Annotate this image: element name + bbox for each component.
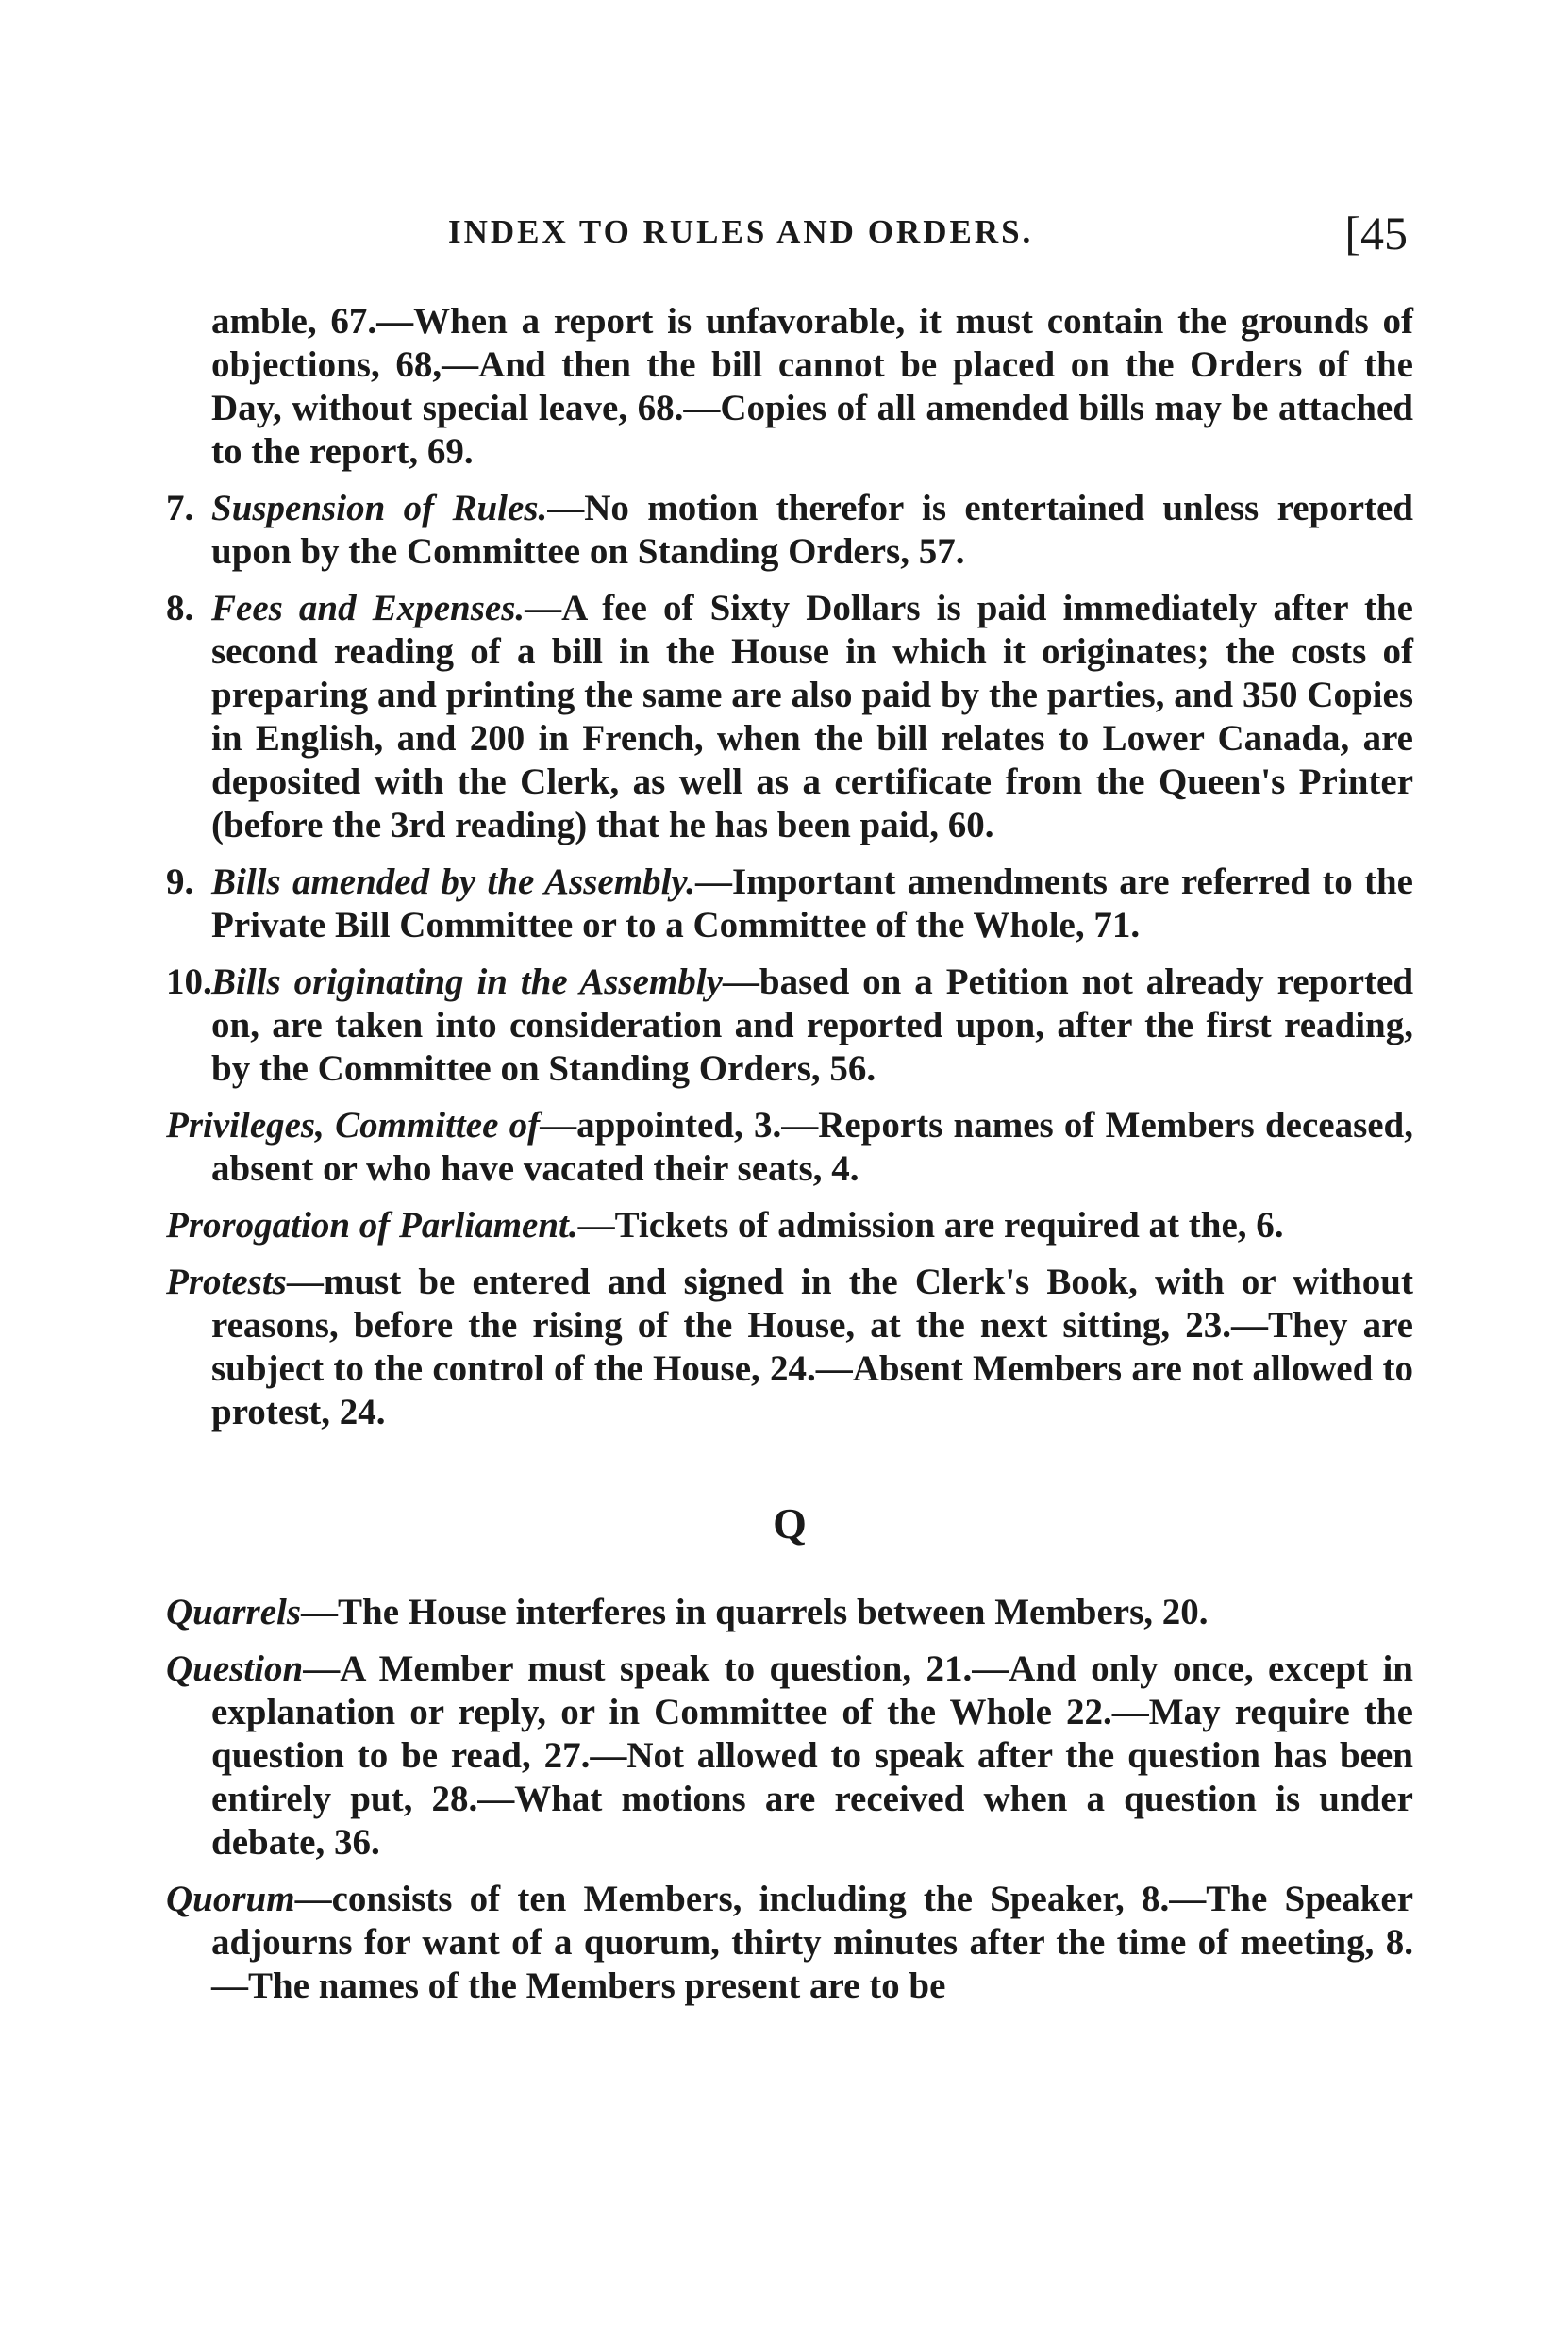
entry-text: —The House interferes in quarrels between Members, 20.	[301, 1592, 1209, 1632]
numbered-item-9	[166, 861, 1413, 947]
entry-term: Protests	[166, 1262, 287, 1302]
item-term: Bills amended by the Assembly.	[211, 861, 696, 902]
page-number: [45	[1344, 207, 1408, 259]
section-letter-heading: Q	[773, 1499, 807, 1547]
item-number: 7.	[166, 488, 194, 528]
entry-term: Question	[166, 1648, 304, 1689]
page-header	[209, 206, 1408, 262]
index-entry-question	[166, 1648, 1413, 1865]
entry-term: Quarrels	[166, 1592, 302, 1632]
item-number: 9.	[166, 861, 194, 902]
numbered-item-8	[166, 587, 1413, 847]
entry-text: —Tickets of admission are required at the, 6.	[577, 1205, 1284, 1246]
item-term: Fees and Expenses.	[211, 588, 525, 628]
index-entry-protests	[166, 1261, 1413, 1434]
numbered-item-7	[166, 487, 1413, 574]
item-term: Suspension of Rules.	[211, 488, 548, 528]
continuation-paragraph: amble, 67.—When a report is unfavorable, it must contain the grounds of objections, 68,—And then the bill cannot be placed on the Orders of the Day, without special leave, 68.—Copies of all amended bills may be attached to the report, 69.	[211, 301, 1413, 472]
entry-term: Quorum	[166, 1879, 295, 1919]
index-entry-quorum	[166, 1878, 1413, 2008]
item-text: —based on a Petition not already reported on, are taken into consideration and reported upon, after the first reading, by the Committee on Standing Orders, 56.	[211, 962, 1414, 1089]
index-entry-quarrels	[166, 1591, 1413, 1634]
entry-text: —consists of ten Members, including the Speaker, 8.—The Speaker adjourns for want of a quorum, thirty minutes after the time of meeting, 8.—The names of the Members present are to be	[211, 1879, 1413, 2006]
entry-text: —A Member must speak to question, 21.—And only once, except in explanation or reply, or in Committee of the Whole 22.—May require the question to be read, 27.—Not allowed to speak after the question has been entirely put, 28.—What motions are received when a question is under debate, 36.	[211, 1648, 1413, 1863]
running-title: INDEX TO RULES AND ORDERS.	[448, 213, 1034, 250]
index-entry-privileges	[166, 1104, 1413, 1191]
entry-term: Prorogation of Parliament.	[166, 1205, 578, 1246]
item-text: —Important amendments are referred to the Private Bill Committee or to a Committee of the Whole, 71.	[211, 861, 1413, 945]
index-entry-prorogation	[166, 1204, 1413, 1247]
item-text: —A fee of Sixty Dollars is paid immediately after the second reading of a bill in the House in which it originates; the costs of preparing and printing the same are also paid by the parties, and 350 Copies in English, and 200 in French, when the bill relates to Lower Canada, are deposited with the Clerk, as well as a certificate from the Queen's Printer (before the 3rd reading) that he has been paid, 60.	[211, 588, 1413, 845]
item-text: —No motion therefor is entertained unless reported upon by the Committee on Standing Orders, 57.	[211, 488, 1413, 572]
item-number: 8.	[166, 588, 194, 628]
item-number: 10.	[166, 962, 212, 1002]
numbered-item-10	[166, 961, 1413, 1091]
entry-term: Privileges, Committee of	[166, 1105, 541, 1146]
entry-text: —must be entered and signed in the Clerk's Book, with or without reasons, before the rising of the House, at the next sitting, 23.—They are subject to the control of the House, 24.—Absent Members are not allowed to protest, 24.	[211, 1262, 1413, 1432]
entry-text: —appointed, 3.—Reports names of Members deceased, absent or who have vacated their seats, 4.	[211, 1105, 1413, 1189]
item-term: Bills originating in the Assembly	[211, 962, 723, 1002]
index-body	[166, 300, 1413, 2021]
